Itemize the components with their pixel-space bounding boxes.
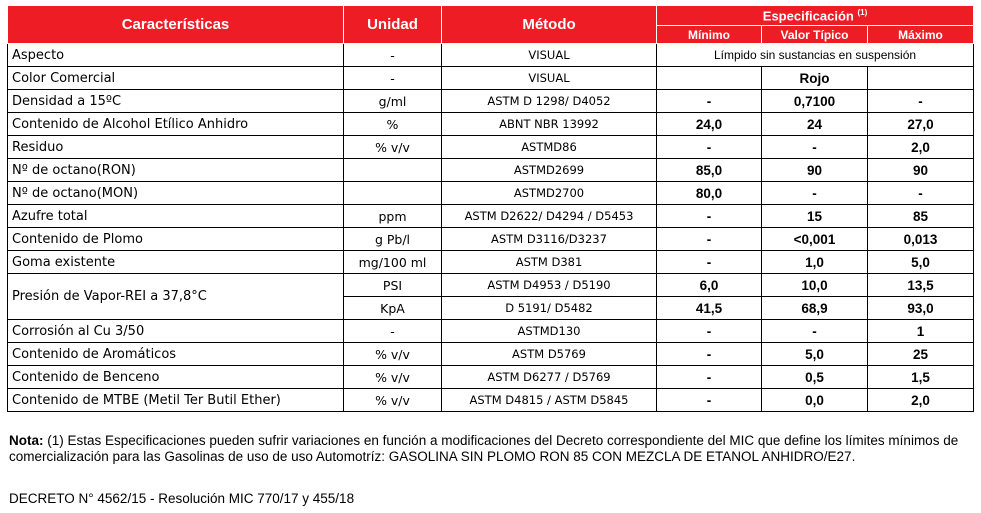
min-cell: 6,0 xyxy=(657,274,762,297)
unit-cell xyxy=(344,159,442,182)
min-cell: - xyxy=(657,343,762,366)
min-cell xyxy=(657,67,762,90)
table-row xyxy=(8,343,974,366)
typical-cell: Rojo xyxy=(762,67,868,90)
table-row xyxy=(8,182,974,205)
typical-cell: 0,5 xyxy=(762,366,868,389)
max-cell: 0,013 xyxy=(868,228,974,251)
min-cell: 41,5 xyxy=(657,297,762,320)
header-unit: Unidad xyxy=(344,6,442,44)
method-cell: ASTM D2622/ D4294 / D5453 xyxy=(442,205,657,228)
characteristic-cell: Goma existente xyxy=(8,251,344,274)
characteristic-cell: Nº de octano(MON) xyxy=(8,182,344,205)
typical-cell: 5,0 xyxy=(762,343,868,366)
max-cell: 1,5 xyxy=(868,366,974,389)
typical-cell: 0,0 xyxy=(762,389,868,412)
unit-cell: % v/v xyxy=(344,389,442,412)
max-cell: - xyxy=(868,182,974,205)
unit-cell: - xyxy=(344,67,442,90)
unit-cell: - xyxy=(344,44,442,67)
specification-note-ref: (1) xyxy=(857,7,868,17)
min-cell: 85,0 xyxy=(657,159,762,182)
footnote-text: (1) Estas Especificaciones pueden sufrir variaciones en función a modificaciones del Decreto correspondiente del MIC que define los límites mínimos de comercialización para las Gasolinas de uso de uso Automotríz: GASOLINA SIN PLOMO RON 85 CON MEZCLA DE ETANOL ANHIDRO/E27. xyxy=(9,433,959,464)
table-row xyxy=(8,228,974,251)
typical-cell: 0,7100 xyxy=(762,90,868,113)
unit-cell: - xyxy=(344,320,442,343)
header-minimum: Mínimo xyxy=(657,26,762,44)
max-cell: 2,0 xyxy=(868,389,974,412)
unit-cell: ppm xyxy=(344,205,442,228)
table-row xyxy=(8,90,974,113)
unit-cell: % v/v xyxy=(344,136,442,159)
min-cell: - xyxy=(657,320,762,343)
method-cell: ASTM D4815 / ASTM D5845 xyxy=(442,389,657,412)
method-cell: ASTMD2700 xyxy=(442,182,657,205)
min-cell: - xyxy=(657,205,762,228)
typical-cell: 68,9 xyxy=(762,297,868,320)
typical-cell: 24 xyxy=(762,113,868,136)
header-characteristics: Características xyxy=(8,6,344,44)
characteristic-cell: Aspecto xyxy=(8,44,344,67)
max-cell: 90 xyxy=(868,159,974,182)
max-cell: - xyxy=(868,90,974,113)
header-typical: Valor Típico xyxy=(762,26,868,44)
specification-label: Especificación xyxy=(762,8,854,24)
method-cell: ASTM D6277 / D5769 xyxy=(442,366,657,389)
table-row xyxy=(8,44,974,67)
unit-cell: PSI xyxy=(344,274,442,297)
characteristic-cell: Contenido de Alcohol Etílico Anhidro xyxy=(8,113,344,136)
max-cell: 93,0 xyxy=(868,297,974,320)
method-cell: ASTM D4953 / D5190 xyxy=(442,274,657,297)
table-row xyxy=(8,251,974,274)
max-cell: 2,0 xyxy=(868,136,974,159)
typical-cell: <0,001 xyxy=(762,228,868,251)
min-cell: - xyxy=(657,136,762,159)
unit-cell: % v/v xyxy=(344,343,442,366)
method-cell: ASTM D381 xyxy=(442,251,657,274)
specifications-table xyxy=(7,5,974,412)
characteristic-cell: Color Comercial xyxy=(8,67,344,90)
method-cell: ASTMD86 xyxy=(442,136,657,159)
method-cell: ASTMD130 xyxy=(442,320,657,343)
max-cell: 5,0 xyxy=(868,251,974,274)
typical-cell: 90 xyxy=(762,159,868,182)
footnote xyxy=(9,433,974,465)
max-cell: 85 xyxy=(868,205,974,228)
max-cell: 25 xyxy=(868,343,974,366)
method-cell: ASTM D 1298/ D4052 xyxy=(442,90,657,113)
method-cell: ASTMD2699 xyxy=(442,159,657,182)
method-cell: VISUAL xyxy=(442,67,657,90)
unit-cell: g Pb/l xyxy=(344,228,442,251)
method-cell: D 5191/ D5482 xyxy=(442,297,657,320)
table-row xyxy=(8,136,974,159)
min-cell: - xyxy=(657,90,762,113)
max-cell: 1 xyxy=(868,320,974,343)
method-cell: ASTM D5769 xyxy=(442,343,657,366)
typical-cell: - xyxy=(762,320,868,343)
characteristic-cell: Residuo xyxy=(8,136,344,159)
typical-cell: - xyxy=(762,182,868,205)
characteristic-cell: Densidad a 15ºC xyxy=(8,90,344,113)
characteristic-cell: Nº de octano(RON) xyxy=(8,159,344,182)
table-row xyxy=(8,205,974,228)
min-cell: - xyxy=(657,251,762,274)
characteristic-cell: Azufre total xyxy=(8,205,344,228)
max-cell xyxy=(868,67,974,90)
table-row xyxy=(8,274,974,297)
max-cell: 27,0 xyxy=(868,113,974,136)
header-specification xyxy=(657,6,974,26)
characteristic-cell: Corrosión al Cu 3/50 xyxy=(8,320,344,343)
unit-cell: KpA xyxy=(344,297,442,320)
table-row xyxy=(8,389,974,412)
table-row xyxy=(8,113,974,136)
min-cell: 24,0 xyxy=(657,113,762,136)
unit-cell xyxy=(344,182,442,205)
header-method: Método xyxy=(442,6,657,44)
characteristic-cell: Contenido de Benceno xyxy=(8,366,344,389)
unit-cell: % v/v xyxy=(344,366,442,389)
decree-reference: DECRETO N° 4562/15 - Resolución MIC 770/17 y 455/18 xyxy=(9,491,355,506)
typical-cell: - xyxy=(762,136,868,159)
characteristic-cell: Contenido de Plomo xyxy=(8,228,344,251)
characteristic-cell: Contenido de Aromáticos xyxy=(8,343,344,366)
table-row xyxy=(8,67,974,90)
method-cell: ABNT NBR 13992 xyxy=(442,113,657,136)
header-maximum: Máximo xyxy=(868,26,974,44)
typical-cell: 15 xyxy=(762,205,868,228)
spec-text-cell: Límpido sin sustancias en suspensión xyxy=(657,44,974,67)
typical-cell: 10,0 xyxy=(762,274,868,297)
min-cell: - xyxy=(657,389,762,412)
table-row xyxy=(8,320,974,343)
min-cell: - xyxy=(657,228,762,251)
method-cell: VISUAL xyxy=(442,44,657,67)
max-cell: 13,5 xyxy=(868,274,974,297)
method-cell: ASTM D3116/D3237 xyxy=(442,228,657,251)
characteristic-cell: Contenido de MTBE (Metil Ter Butil Ether) xyxy=(8,389,344,412)
unit-cell: g/ml xyxy=(344,90,442,113)
unit-cell: % xyxy=(344,113,442,136)
characteristic-cell: Presión de Vapor-REI a 37,8°C xyxy=(8,274,344,320)
unit-cell: mg/100 ml xyxy=(344,251,442,274)
min-cell: 80,0 xyxy=(657,182,762,205)
footnote-label: Nota: xyxy=(9,433,44,448)
table-row xyxy=(8,159,974,182)
typical-cell: 1,0 xyxy=(762,251,868,274)
min-cell: - xyxy=(657,366,762,389)
table-row xyxy=(8,366,974,389)
